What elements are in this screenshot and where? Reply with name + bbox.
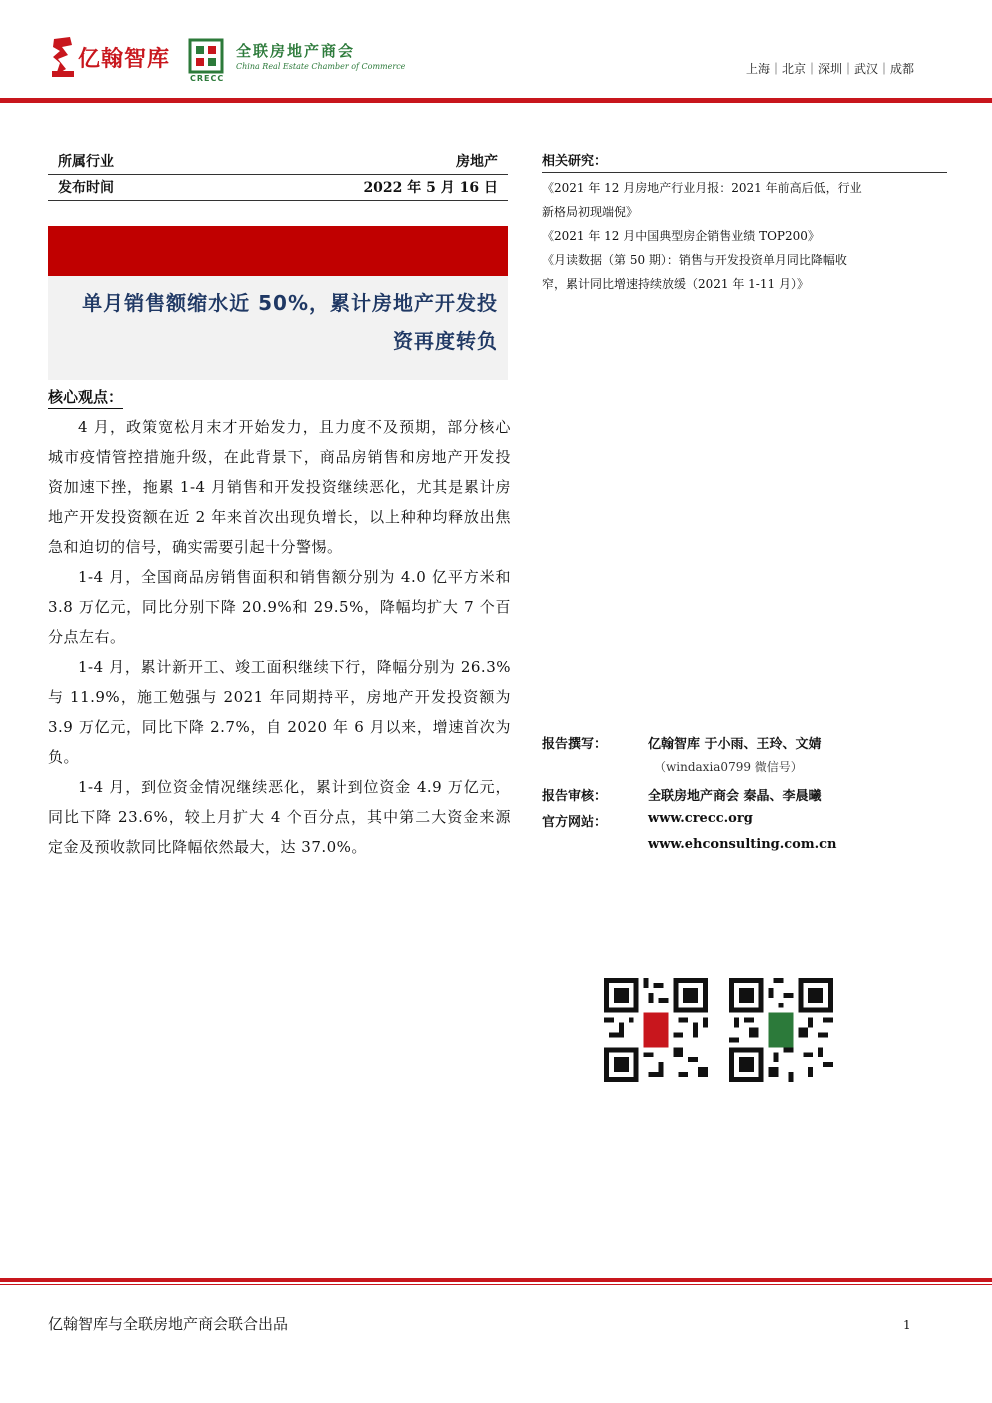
related-research-title: 相关研究：: [542, 154, 608, 169]
core-paragraph: 4 月，政策宽松月末才开始发力，且力度不及预期，部分核心城市疫情管控措施升级，在此背景下，商品房销售和房地产开发投资加速下挫，拖累 1-4 月销售和开发投资继续恶化，尤其是累计房地产开发投资额在近 2 年来首次出现负增长，以上种种均释放出焦急和迫切的信号，确实需要引起十分警惕。: [48, 418, 511, 556]
qr-code-icon: [729, 978, 833, 1082]
header-divider: [0, 98, 992, 103]
industry-value: 房地产: [456, 154, 498, 170]
author-wechat: （windaxia0799 微信号）: [654, 760, 803, 774]
report-headline: 单月销售额缩水近 50%，累计房地产开发投资再度转负: [82, 291, 498, 353]
related-item[interactable]: 《2021 年 12 月中国典型房企销售业绩 TOP200》: [542, 229, 820, 243]
office-cities: 上海｜北京｜深圳｜武汉｜成都: [745, 62, 914, 76]
site-label: 官方网站：: [542, 815, 608, 830]
footer-divider: [0, 1278, 992, 1282]
yihan-logo-icon: [50, 35, 76, 79]
review-value: 全联房地产商会 秦晶、李晨曦: [648, 789, 822, 804]
qr-code-icon: [604, 978, 708, 1082]
industry-label: 所属行业: [58, 154, 114, 170]
info-row-industry: [48, 148, 508, 175]
related-item[interactable]: 《2021 年 12 月房地产行业月报：2021 年前高后低，行业新格局初现端倪》: [542, 181, 862, 219]
info-row-date: [48, 174, 508, 201]
author-label: 报告撰写：: [542, 737, 608, 752]
related-divider: [542, 172, 947, 173]
core-paragraph: 1-4 月，累计新开工、竣工面积继续下行，降幅分别为 26.3%与 11.9%，施工勉强与 2021 年同期持平，房地产开发投资额为 3.9 万亿元，同比下降 2.7%，自 2020 年 6 月以来，增速首次为负。: [48, 658, 511, 766]
site-link-ehconsulting[interactable]: www.ehconsulting.com.cn: [648, 837, 837, 852]
author-value: 亿翰智库 于小雨、王玲、文婧: [648, 737, 822, 752]
review-label: 报告审核：: [542, 789, 608, 804]
core-paragraph: 1-4 月，到位资金情况继续恶化，累计到位资金 4.9 万亿元，同比下降 23.6%，较上月扩大 4 个百分点，其中第二大资金来源定金及预收款同比降幅依然最大，达 37.0%。: [48, 778, 511, 856]
related-item[interactable]: 《月读数据（第 50 期）：销售与开发投资单月同比降幅收窄，累计同比增速持续放缓（2021 年 1-11 月）》: [542, 253, 847, 291]
site-link-crecc[interactable]: www.crecc.org: [648, 811, 753, 826]
footer-publisher: 亿翰智库与全联房地产商会联合出品: [48, 1315, 289, 1333]
brand-name: 亿翰智库: [78, 47, 171, 72]
related-research-list: [542, 176, 862, 296]
core-view-title: 核心观点：: [48, 386, 123, 409]
core-view-body: [48, 412, 511, 862]
date-value: 2022 年 5 月 16 日: [363, 180, 498, 196]
core-paragraph: 1-4 月，全国商品房销售面积和销售额分别为 4.0 亿平方米和 3.8 万亿元，同比分别下降 20.9%和 29.5%，降幅均扩大 7 个百分点左右。: [48, 568, 511, 646]
page-number: 1: [903, 1318, 911, 1332]
chamber-name-en: China Real Estate Chamber of Commerce: [236, 62, 406, 71]
crecc-label: CRECC: [190, 74, 225, 83]
chamber-name-cn: 全联房地产商会: [236, 42, 356, 60]
crecc-logo-icon: [186, 38, 226, 78]
title-band: [48, 226, 508, 276]
date-label: 发布时间: [58, 180, 114, 196]
footer-divider-thin: [0, 1284, 992, 1285]
